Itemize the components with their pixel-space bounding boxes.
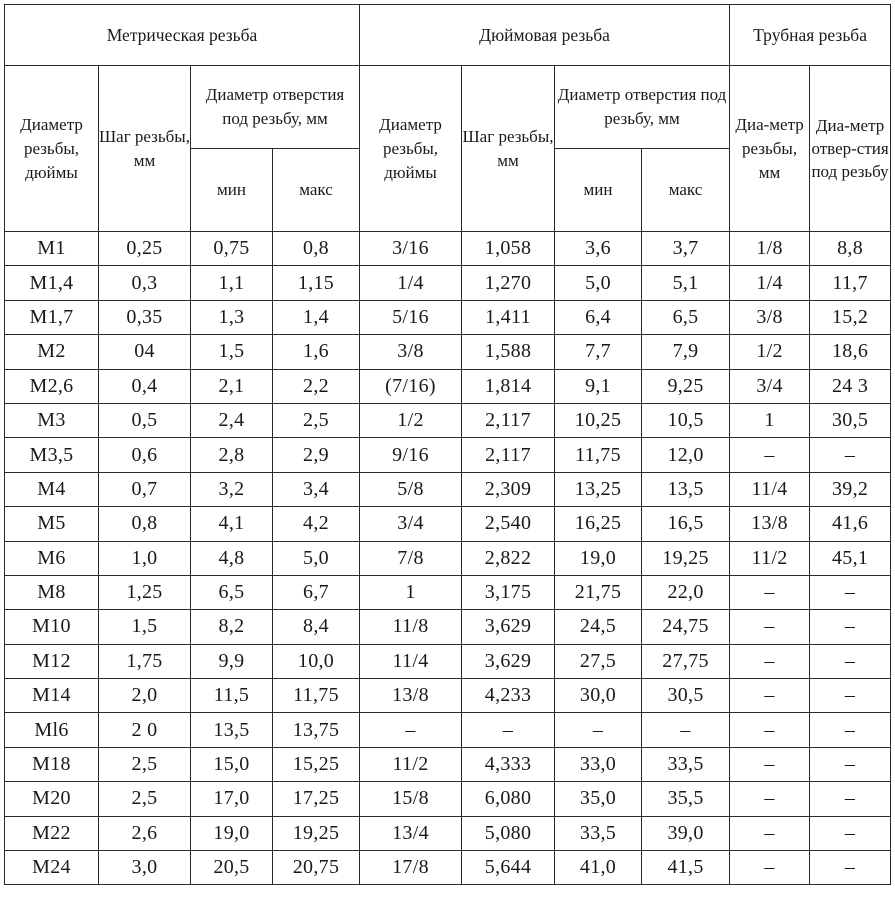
inch-diameter-cell: 3/4 xyxy=(360,507,462,541)
inch-diameter-cell: 1/2 xyxy=(360,403,462,437)
metric-diameter-cell: M4 xyxy=(5,472,99,506)
inch-hole-min-cell: 33,5 xyxy=(555,816,642,850)
table-row xyxy=(5,369,891,403)
inch-hole-max-cell: 22,0 xyxy=(642,575,730,609)
inch-pitch-cell: 1,411 xyxy=(462,300,555,334)
inch-pitch-cell: 2,540 xyxy=(462,507,555,541)
inch-hole-min-cell: 13,25 xyxy=(555,472,642,506)
inch-hole-max-cell: 6,5 xyxy=(642,300,730,334)
pipe-thread-header: Трубная резьба xyxy=(730,5,891,66)
metric-hole-max-cell: 15,25 xyxy=(273,747,360,781)
inch-hole-min-cell: 27,5 xyxy=(555,644,642,678)
metric-diameter-cell: M24 xyxy=(5,851,99,885)
inch-max-header: макс xyxy=(642,149,730,232)
pipe-hole-cell: 41,6 xyxy=(810,507,891,541)
pipe-hole-cell: 30,5 xyxy=(810,403,891,437)
pipe-hole-cell: – xyxy=(810,644,891,678)
metric-pitch-header: Шаг резьбы, мм xyxy=(99,66,191,232)
table-row xyxy=(5,438,891,472)
inch-hole-min-cell: 11,75 xyxy=(555,438,642,472)
inch-pitch-cell: 1,814 xyxy=(462,369,555,403)
metric-hole-max-cell: 8,4 xyxy=(273,610,360,644)
inch-pitch-cell: 2,822 xyxy=(462,541,555,575)
inch-hole-min-cell: 19,0 xyxy=(555,541,642,575)
pipe-diameter-cell: 1/2 xyxy=(730,335,810,369)
metric-max-header: макс xyxy=(273,149,360,232)
metric-pitch-cell: 0,35 xyxy=(99,300,191,334)
inch-diameter-cell: 1/4 xyxy=(360,266,462,300)
pipe-hole-cell: – xyxy=(810,782,891,816)
metric-pitch-cell: 0,6 xyxy=(99,438,191,472)
inch-hole-max-cell: 3,7 xyxy=(642,232,730,266)
metric-pitch-cell: 2,6 xyxy=(99,816,191,850)
pipe-diameter-cell: – xyxy=(730,713,810,747)
inch-pitch-cell: 3,629 xyxy=(462,644,555,678)
metric-hole-min-cell: 2,8 xyxy=(191,438,273,472)
inch-diameter-cell: 9/16 xyxy=(360,438,462,472)
pipe-hole-cell: 45,1 xyxy=(810,541,891,575)
metric-pitch-cell: 1,5 xyxy=(99,610,191,644)
inch-pitch-cell: 3,175 xyxy=(462,575,555,609)
table-row xyxy=(5,610,891,644)
inch-hole-max-cell: 5,1 xyxy=(642,266,730,300)
table-row xyxy=(5,713,891,747)
pipe-hole-cell: 39,2 xyxy=(810,472,891,506)
inch-hole-max-cell: – xyxy=(642,713,730,747)
pipe-hole-cell: – xyxy=(810,851,891,885)
metric-hole-min-cell: 0,75 xyxy=(191,232,273,266)
inch-hole-max-cell: 13,5 xyxy=(642,472,730,506)
table-row xyxy=(5,300,891,334)
metric-pitch-cell: 2,5 xyxy=(99,782,191,816)
pipe-hole-cell: 11,7 xyxy=(810,266,891,300)
inch-pitch-cell: 1,588 xyxy=(462,335,555,369)
inch-hole-max-cell: 41,5 xyxy=(642,851,730,885)
inch-diameter-cell: 7/8 xyxy=(360,541,462,575)
inch-hole-max-cell: 9,25 xyxy=(642,369,730,403)
metric-pitch-cell: 0,5 xyxy=(99,403,191,437)
inch-hole-min-cell: 6,4 xyxy=(555,300,642,334)
pipe-hole-cell: – xyxy=(810,575,891,609)
metric-hole-max-cell: 13,75 xyxy=(273,713,360,747)
inch-diameter-cell: 3/8 xyxy=(360,335,462,369)
inch-pitch-cell: 1,058 xyxy=(462,232,555,266)
metric-diameter-cell: M10 xyxy=(5,610,99,644)
inch-diameter-cell: 15/8 xyxy=(360,782,462,816)
metric-hole-max-cell: 2,9 xyxy=(273,438,360,472)
table-row xyxy=(5,507,891,541)
metric-diameter-cell: Ml6 xyxy=(5,713,99,747)
metric-diameter-header: Диаметр резьбы, дюймы xyxy=(5,66,99,232)
pipe-diameter-header: Диа-метр резьбы, мм xyxy=(730,66,810,232)
inch-pitch-cell: 2,117 xyxy=(462,403,555,437)
inch-hole-max-cell: 39,0 xyxy=(642,816,730,850)
metric-hole-max-cell: 0,8 xyxy=(273,232,360,266)
metric-diameter-cell: M2 xyxy=(5,335,99,369)
metric-hole-max-cell: 1,6 xyxy=(273,335,360,369)
inch-hole-max-cell: 30,5 xyxy=(642,679,730,713)
metric-hole-max-cell: 20,75 xyxy=(273,851,360,885)
metric-hole-min-cell: 11,5 xyxy=(191,679,273,713)
metric-diameter-cell: M22 xyxy=(5,816,99,850)
inch-hole-min-cell: 5,0 xyxy=(555,266,642,300)
metric-min-header: мин xyxy=(191,149,273,232)
metric-hole-header: Диаметр отверстия под резьбу, мм xyxy=(191,66,360,149)
table-row xyxy=(5,644,891,678)
inch-hole-max-cell: 16,5 xyxy=(642,507,730,541)
metric-hole-max-cell: 3,4 xyxy=(273,472,360,506)
table-row xyxy=(5,782,891,816)
pipe-diameter-cell: 1/8 xyxy=(730,232,810,266)
metric-hole-min-cell: 19,0 xyxy=(191,816,273,850)
metric-diameter-cell: M18 xyxy=(5,747,99,781)
inch-pitch-header: Шаг резьбы, мм xyxy=(462,66,555,232)
inch-hole-min-cell: 21,75 xyxy=(555,575,642,609)
pipe-hole-cell: – xyxy=(810,816,891,850)
inch-hole-min-cell: 9,1 xyxy=(555,369,642,403)
metric-pitch-cell: 3,0 xyxy=(99,851,191,885)
metric-diameter-cell: M2,6 xyxy=(5,369,99,403)
pipe-hole-cell: 18,6 xyxy=(810,335,891,369)
thread-table xyxy=(4,4,891,885)
inch-diameter-cell: 11/2 xyxy=(360,747,462,781)
inch-pitch-cell: 2,117 xyxy=(462,438,555,472)
inch-hole-max-cell: 12,0 xyxy=(642,438,730,472)
pipe-diameter-cell: – xyxy=(730,438,810,472)
inch-hole-max-cell: 7,9 xyxy=(642,335,730,369)
inch-hole-max-cell: 10,5 xyxy=(642,403,730,437)
metric-hole-max-cell: 2,5 xyxy=(273,403,360,437)
metric-diameter-cell: M1 xyxy=(5,232,99,266)
inch-diameter-cell: 1 xyxy=(360,575,462,609)
metric-hole-min-cell: 8,2 xyxy=(191,610,273,644)
inch-hole-max-cell: 19,25 xyxy=(642,541,730,575)
inch-pitch-cell: – xyxy=(462,713,555,747)
inch-hole-header: Диаметр отверстия под резьбу, мм xyxy=(555,66,730,149)
metric-hole-max-cell: 5,0 xyxy=(273,541,360,575)
inch-diameter-cell: 3/16 xyxy=(360,232,462,266)
metric-hole-min-cell: 20,5 xyxy=(191,851,273,885)
pipe-hole-cell: – xyxy=(810,610,891,644)
table-row xyxy=(5,575,891,609)
inch-diameter-header: Диаметр резьбы, дюймы xyxy=(360,66,462,232)
inch-pitch-cell: 5,080 xyxy=(462,816,555,850)
table-row xyxy=(5,679,891,713)
metric-pitch-cell: 04 xyxy=(99,335,191,369)
pipe-hole-cell: – xyxy=(810,438,891,472)
inch-min-header: мин xyxy=(555,149,642,232)
metric-hole-min-cell: 1,1 xyxy=(191,266,273,300)
metric-hole-max-cell: 17,25 xyxy=(273,782,360,816)
metric-pitch-cell: 0,7 xyxy=(99,472,191,506)
metric-diameter-cell: M5 xyxy=(5,507,99,541)
inch-pitch-cell: 6,080 xyxy=(462,782,555,816)
metric-hole-min-cell: 3,2 xyxy=(191,472,273,506)
metric-hole-min-cell: 1,5 xyxy=(191,335,273,369)
pipe-diameter-cell: – xyxy=(730,679,810,713)
table-row xyxy=(5,403,891,437)
metric-hole-max-cell: 2,2 xyxy=(273,369,360,403)
pipe-diameter-cell: 3/8 xyxy=(730,300,810,334)
pipe-hole-cell: – xyxy=(810,747,891,781)
inch-diameter-cell: (7/16) xyxy=(360,369,462,403)
inch-pitch-cell: 3,629 xyxy=(462,610,555,644)
inch-diameter-cell: 17/8 xyxy=(360,851,462,885)
metric-pitch-cell: 1,75 xyxy=(99,644,191,678)
metric-diameter-cell: M3 xyxy=(5,403,99,437)
pipe-hole-header: Диа-метр отвер-стия под резьбу xyxy=(810,66,891,232)
pipe-diameter-cell: – xyxy=(730,851,810,885)
metric-pitch-cell: 2 0 xyxy=(99,713,191,747)
metric-hole-max-cell: 4,2 xyxy=(273,507,360,541)
inch-hole-min-cell: 10,25 xyxy=(555,403,642,437)
inch-hole-min-cell: 7,7 xyxy=(555,335,642,369)
metric-hole-min-cell: 9,9 xyxy=(191,644,273,678)
metric-hole-min-cell: 13,5 xyxy=(191,713,273,747)
metric-hole-max-cell: 10,0 xyxy=(273,644,360,678)
metric-hole-max-cell: 6,7 xyxy=(273,575,360,609)
inch-hole-max-cell: 33,5 xyxy=(642,747,730,781)
metric-diameter-cell: M1,4 xyxy=(5,266,99,300)
metric-pitch-cell: 1,25 xyxy=(99,575,191,609)
pipe-diameter-cell: 11/2 xyxy=(730,541,810,575)
table-row xyxy=(5,541,891,575)
metric-pitch-cell: 0,4 xyxy=(99,369,191,403)
pipe-diameter-cell: 1/4 xyxy=(730,266,810,300)
pipe-diameter-cell: – xyxy=(730,782,810,816)
metric-diameter-cell: M6 xyxy=(5,541,99,575)
inch-hole-min-cell: 35,0 xyxy=(555,782,642,816)
metric-diameter-cell: M12 xyxy=(5,644,99,678)
metric-hole-min-cell: 6,5 xyxy=(191,575,273,609)
inch-hole-min-cell: 16,25 xyxy=(555,507,642,541)
metric-hole-min-cell: 4,8 xyxy=(191,541,273,575)
pipe-hole-cell: 8,8 xyxy=(810,232,891,266)
inch-thread-header: Дюймовая резьба xyxy=(360,5,730,66)
metric-thread-header: Метрическая резьба xyxy=(5,5,360,66)
metric-diameter-cell: M8 xyxy=(5,575,99,609)
pipe-diameter-cell: 13/8 xyxy=(730,507,810,541)
inch-pitch-cell: 4,233 xyxy=(462,679,555,713)
metric-hole-min-cell: 1,3 xyxy=(191,300,273,334)
metric-pitch-cell: 2,0 xyxy=(99,679,191,713)
pipe-hole-cell: 24 3 xyxy=(810,369,891,403)
metric-hole-min-cell: 17,0 xyxy=(191,782,273,816)
inch-diameter-cell: – xyxy=(360,713,462,747)
metric-pitch-cell: 0,8 xyxy=(99,507,191,541)
table-body xyxy=(5,232,891,885)
inch-diameter-cell: 11/4 xyxy=(360,644,462,678)
metric-hole-max-cell: 1,15 xyxy=(273,266,360,300)
metric-pitch-cell: 0,3 xyxy=(99,266,191,300)
pipe-diameter-cell: – xyxy=(730,816,810,850)
inch-hole-min-cell: 41,0 xyxy=(555,851,642,885)
inch-diameter-cell: 5/8 xyxy=(360,472,462,506)
inch-hole-min-cell: 33,0 xyxy=(555,747,642,781)
inch-hole-min-cell: 24,5 xyxy=(555,610,642,644)
pipe-diameter-cell: – xyxy=(730,610,810,644)
inch-hole-max-cell: 35,5 xyxy=(642,782,730,816)
pipe-diameter-cell: 1 xyxy=(730,403,810,437)
inch-pitch-cell: 4,333 xyxy=(462,747,555,781)
inch-diameter-cell: 13/4 xyxy=(360,816,462,850)
inch-hole-min-cell: 30,0 xyxy=(555,679,642,713)
metric-hole-min-cell: 15,0 xyxy=(191,747,273,781)
metric-pitch-cell: 2,5 xyxy=(99,747,191,781)
inch-pitch-cell: 2,309 xyxy=(462,472,555,506)
table-row xyxy=(5,335,891,369)
pipe-diameter-cell: – xyxy=(730,644,810,678)
inch-hole-min-cell: – xyxy=(555,713,642,747)
metric-hole-max-cell: 11,75 xyxy=(273,679,360,713)
table-row xyxy=(5,816,891,850)
metric-pitch-cell: 1,0 xyxy=(99,541,191,575)
inch-pitch-cell: 1,270 xyxy=(462,266,555,300)
inch-diameter-cell: 13/8 xyxy=(360,679,462,713)
table-row xyxy=(5,232,891,266)
metric-pitch-cell: 0,25 xyxy=(99,232,191,266)
table-row xyxy=(5,266,891,300)
metric-hole-max-cell: 19,25 xyxy=(273,816,360,850)
metric-diameter-cell: M20 xyxy=(5,782,99,816)
inch-pitch-cell: 5,644 xyxy=(462,851,555,885)
pipe-diameter-cell: – xyxy=(730,575,810,609)
pipe-hole-cell: – xyxy=(810,713,891,747)
metric-diameter-cell: M3,5 xyxy=(5,438,99,472)
metric-hole-min-cell: 2,1 xyxy=(191,369,273,403)
metric-hole-min-cell: 4,1 xyxy=(191,507,273,541)
metric-diameter-cell: M1,7 xyxy=(5,300,99,334)
table-row xyxy=(5,472,891,506)
pipe-diameter-cell: 11/4 xyxy=(730,472,810,506)
inch-hole-max-cell: 27,75 xyxy=(642,644,730,678)
inch-hole-min-cell: 3,6 xyxy=(555,232,642,266)
pipe-diameter-cell: 3/4 xyxy=(730,369,810,403)
pipe-hole-cell: 15,2 xyxy=(810,300,891,334)
pipe-hole-cell: – xyxy=(810,679,891,713)
metric-hole-min-cell: 2,4 xyxy=(191,403,273,437)
table-row xyxy=(5,747,891,781)
inch-diameter-cell: 11/8 xyxy=(360,610,462,644)
table-row xyxy=(5,851,891,885)
metric-hole-max-cell: 1,4 xyxy=(273,300,360,334)
pipe-diameter-cell: – xyxy=(730,747,810,781)
inch-diameter-cell: 5/16 xyxy=(360,300,462,334)
inch-hole-max-cell: 24,75 xyxy=(642,610,730,644)
metric-diameter-cell: M14 xyxy=(5,679,99,713)
